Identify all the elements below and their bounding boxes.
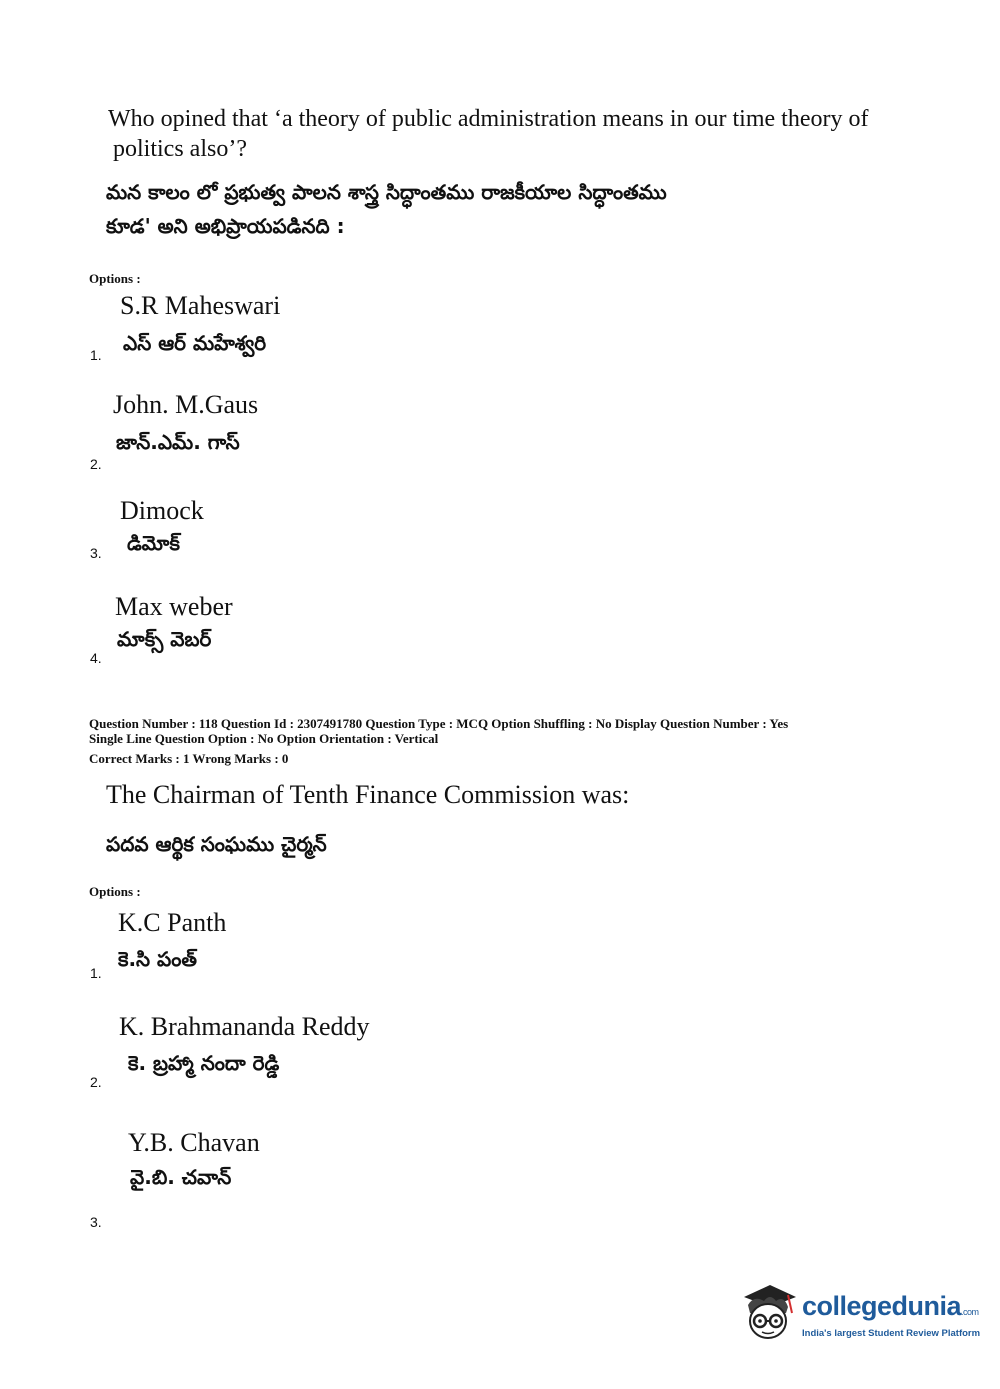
option-3-telugu: డిమోక్ — [127, 531, 180, 555]
option-3-number: 3. — [90, 545, 102, 561]
logo-name: collegedunia — [802, 1291, 962, 1321]
option-2-telugu: కె. బ్రహ్మా నందా రెడ్డి — [128, 1051, 280, 1075]
option-4-telugu: మాక్స్ వెబర్ — [117, 627, 212, 651]
option-1-telugu: కె.సి పంత్ — [118, 947, 197, 971]
question-118-meta-line1: Question Number : 118 Question Id : 2307491780 Question Type : MCQ Option Shuffling : No Display Question Number : Yes — [89, 716, 789, 731]
option-1-telugu: ఎస్ ఆర్ మహేశ్వరి — [123, 331, 267, 355]
option-1-text: K.C Panth — [118, 908, 227, 937]
question-118-marks: Correct Marks : 1 Wrong Marks : 0 — [89, 751, 289, 766]
question-118-telugu: పదవ ఆర్థిక సంఘము చైర్మన్ — [106, 832, 327, 856]
option-4-number: 4. — [90, 650, 102, 666]
option-3-telugu: వై.బి. చవాన్ — [130, 1165, 232, 1189]
option-1-number: 1. — [90, 965, 102, 981]
option-2-telugu: జాన్.ఎమ్. గాస్ — [116, 430, 240, 454]
question-117-telugu-line1: మన కాలం లో ప్రభుత్వ పాలన శాస్త్ర సిద్ధాంతము రాజకీయాల సిద్ధాంతము — [106, 180, 667, 204]
option-2-number: 2. — [90, 456, 102, 472]
option-2-text: K. Brahmananda Reddy — [119, 1012, 370, 1041]
option-2-text: John. M.Gaus — [113, 390, 259, 419]
option-2-number: 2. — [90, 1074, 102, 1090]
question-118-meta-line2: Single Line Question Option : No Option Orientation : Vertical — [89, 731, 439, 746]
question-117-telugu-line2: కూడ' అని అభిప్రాయపడినది : — [106, 214, 345, 238]
mascot-icon — [740, 1283, 798, 1343]
collegedunia-logo[interactable] — [740, 1283, 981, 1343]
option-3-text: Y.B. Chavan — [128, 1128, 260, 1157]
logo-tagline: India's largest Student Review Platform — [802, 1328, 981, 1339]
option-4-text: Max weber — [115, 592, 233, 621]
question-117-text-line2: politics also’? — [113, 136, 247, 162]
logo-suffix: .com — [961, 1307, 979, 1317]
question-118-text: The Chairman of Tenth Finance Commission was: — [106, 780, 630, 809]
option-1-number: 1. — [90, 347, 102, 363]
options-label: Options : — [89, 271, 141, 286]
options-label: Options : — [89, 884, 141, 899]
option-3-number: 3. — [90, 1214, 102, 1230]
question-117-text-line1: Who opined that ‘a theory of public administration means in our time theory of — [108, 106, 869, 132]
option-1-text: S.R Maheswari — [120, 291, 281, 320]
option-3-text: Dimock — [120, 496, 204, 525]
